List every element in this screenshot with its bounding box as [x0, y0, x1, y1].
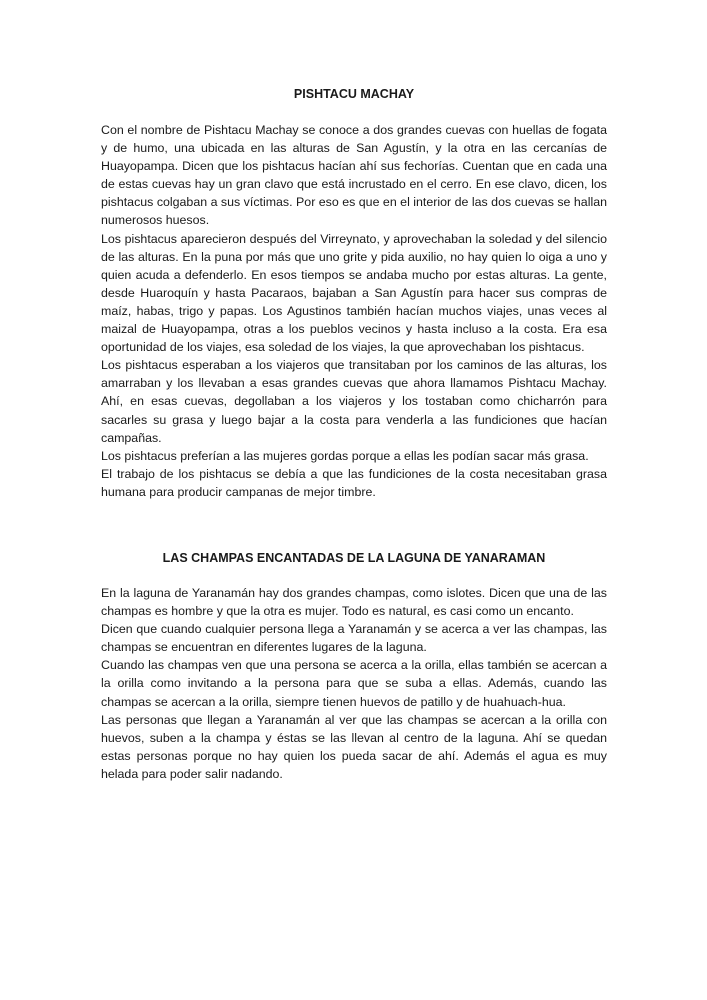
paragraph: Las personas que llegan a Yaranamán al ver que las champas se acercan a la orilla con huevos, suben a la champa y éstas se las llevan al centro de la laguna. Ahí se quedan estas personas porque no hay quien los pueda sacar de ahí. Además el agua es muy helada para poder salir nadando. — [101, 712, 607, 781]
story-title-champas-encantadas: LAS CHAMPAS ENCANTADAS DE LA LAGUNA DE YANARAMAN — [162, 551, 546, 565]
paragraph: Con el nombre de Pishtacu Machay se conoce a dos grandes cuevas con huellas de fogata y de humo, una ubicada en las alturas de San Agustín, y la otra en las cercanías de Huayopampa. Dicen que los pishtacus hacían ahí sus fechorías. Cuentan que en cada una de estas cuevas hay un gran clavo que está incrustado en el cerro. En ese clavo, dicen, los pishtacus colgaban a sus víctimas. Por eso es que en el interior de las dos cuevas se hallan numerosos huesos. — [101, 123, 607, 228]
paragraph: Dicen que cuando cualquier persona llega a Yaranamán y se acerca a ver las champas, las champas se encuentran en diferentes lugares de la laguna. — [101, 622, 607, 655]
paragraph: Los pishtacus preferían a las mujeres gordas porque a ellas les podían sacar más grasa. — [101, 448, 589, 463]
story-title-pishtacu-machay: PISHTACU MACHAY — [293, 87, 415, 101]
document-page — [101, 0, 607, 1000]
paragraph: Cuando las champas ven que una persona se acerca a la orilla, ellas también se acercan a la orilla como invitando a la persona para que se suba a ellas. Además, cuando las champas se acercan a la orilla, siempre tienen huevos de patillo y de huahuach-hua. — [101, 658, 607, 709]
story-body-champas-encantadas — [101, 584, 607, 783]
paragraph: Los pishtacus aparecieron después del Virreynato, y aprovechaban la soledad y del silencio de las alturas. En la puna por más que uno grite y pida auxilio, no hay quien lo oiga a uno y quien acuda a defenderlo. En esos tiempos se andaba mucho por estas alturas. La gente, desde Huaroquín y hasta Pacaraos, bajaban a San Agustín para hacer sus compras de maíz, habas, trigo y papas. Los Agustinos también hacían muchos viajes, unas veces al maizal de Huayopampa, otras a los pueblos vecinos y hasta incluso a la costa. Era esa oportunidad de los viajes, esa soledad de los viajes, la que aprovechaban los pishtacus. — [101, 231, 607, 355]
paragraph: Los pishtacus esperaban a los viajeros que transitaban por los caminos de las alturas, los amarraban y los llevaban a esas grandes cuevas que ahora llamamos Pishtacu Machay. Ahí, en esas cuevas, degollaban a los viajeros y los tostaban como chicharrón para sacarles su grasa y luego bajar a la costa para venderla a las fundiciones que hacían campañas. — [101, 358, 607, 445]
story-body-pishtacu-machay — [101, 121, 607, 501]
paragraph: El trabajo de los pishtacus se debía a que las fundiciones de la costa necesitaban grasa humana para producir campanas de mejor timbre. — [101, 466, 607, 499]
paragraph: En la laguna de Yaranamán hay dos grandes champas, como islotes. Dicen que una de las champas es hombre y que la otra es mujer. Todo es natural, es casi como un encanto. — [101, 586, 607, 619]
